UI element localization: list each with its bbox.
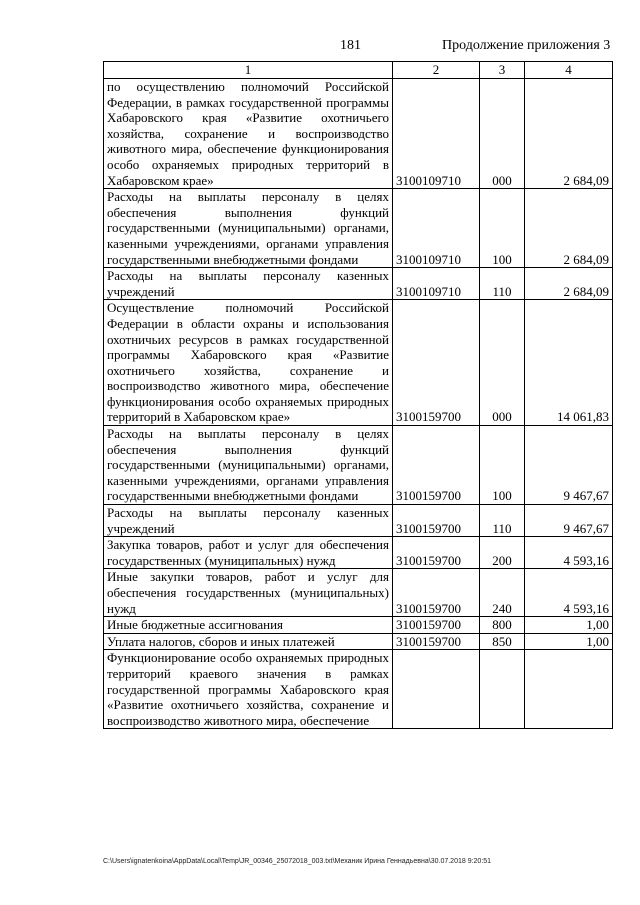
row-expense-type: 110 (480, 505, 525, 537)
row-expense-type: 000 (480, 300, 525, 426)
row-expense-type: 200 (480, 537, 525, 569)
row-target-code: 3100159700 (393, 633, 480, 650)
row-description: Расходы на выплаты персоналу в целях обеспечения выполнения функций государственными (муниципальными) органами, казенными учреждениями, органами управления государственными внебюджетными фондами (104, 426, 393, 505)
row-amount: 14 061,83 (525, 300, 613, 426)
row-target-code: 3100159700 (393, 426, 480, 505)
table-row (104, 537, 613, 569)
row-target-code: 3100159700 (393, 537, 480, 569)
row-amount: 2 684,09 (525, 268, 613, 300)
row-amount: 2 684,09 (525, 79, 613, 189)
table-row (104, 505, 613, 537)
row-description: Закупка товаров, работ и услуг для обеспечения государственных (муниципальных) нужд (104, 537, 393, 569)
row-expense-type: 850 (480, 633, 525, 650)
document-footer-path: C:\Users\ignatenkoina\AppData\Local\Temp\JR_00346_25072018_003.txt\Механик Ирина Геннадьевна\30.07.2018 9:20:51 (103, 858, 492, 865)
row-description: Расходы на выплаты персоналу в целях обеспечения выполнения функций государственными (муниципальными) органами, казенными учреждениями, органами управления государственными внебюджетными фондами (104, 189, 393, 268)
row-expense-type: 100 (480, 189, 525, 268)
row-description: Иные бюджетные ассигнования (104, 617, 393, 634)
table-row (104, 569, 613, 617)
table-row (104, 633, 613, 650)
column-header-2: 2 (393, 62, 480, 79)
column-header-4: 4 (525, 62, 613, 79)
row-target-code: 3100159700 (393, 569, 480, 617)
row-amount (525, 650, 613, 729)
row-target-code: 3100159700 (393, 617, 480, 634)
row-amount: 1,00 (525, 633, 613, 650)
row-description: Иные закупки товаров, работ и услуг для обеспечения государственных (муниципальных) нужд (104, 569, 393, 617)
row-target-code (393, 650, 480, 729)
table-row (104, 650, 613, 729)
table-row (104, 79, 613, 189)
row-description: Осуществление полномочий Российской Федерации в области охраны и использования охотничьих ресурсов в рамках государственной программы Хабаровского края «Развитие охотничьего хозяйства, сохранение и воспроизводство животного мира, обеспечение функционирования особо охраняемых природных территорий в Хабаровском крае» (104, 300, 393, 426)
table-row (104, 426, 613, 505)
budget-table (103, 61, 613, 729)
row-expense-type: 000 (480, 79, 525, 189)
row-expense-type: 800 (480, 617, 525, 634)
row-description: Уплата налогов, сборов и иных платежей (104, 633, 393, 650)
appendix-continuation-label: Продолжение приложения 3 (442, 38, 611, 53)
table-row (104, 617, 613, 634)
row-amount: 1,00 (525, 617, 613, 634)
row-description: Расходы на выплаты персоналу казенных учреждений (104, 268, 393, 300)
row-description: Функционирование особо охраняемых природных территорий краевого значения в рамках государственной программы Хабаровского края «Развитие охотничьего хозяйства, сохранение и воспроизводство животного мира, обеспечение (104, 650, 393, 729)
row-target-code: 3100159700 (393, 300, 480, 426)
row-description: Расходы на выплаты персоналу казенных учреждений (104, 505, 393, 537)
row-amount: 4 593,16 (525, 537, 613, 569)
column-header-3: 3 (480, 62, 525, 79)
column-header-1: 1 (104, 62, 393, 79)
row-amount: 2 684,09 (525, 189, 613, 268)
row-target-code: 3100109710 (393, 79, 480, 189)
row-amount: 9 467,67 (525, 505, 613, 537)
table-row (104, 189, 613, 268)
row-expense-type (480, 650, 525, 729)
table-row (104, 300, 613, 426)
row-expense-type: 240 (480, 569, 525, 617)
row-expense-type: 110 (480, 268, 525, 300)
row-amount: 4 593,16 (525, 569, 613, 617)
row-description: по осуществлению полномочий Российской Федерации, в рамках государственной программы Хабаровского края «Развитие охотничьего хозяйства, сохранение и воспроизводство животного мира, обеспечение функционирования особо охраняемых природных территорий в Хабаровском крае» (104, 79, 393, 189)
row-target-code: 3100109710 (393, 189, 480, 268)
row-target-code: 3100109710 (393, 268, 480, 300)
table-row (104, 268, 613, 300)
row-expense-type: 100 (480, 426, 525, 505)
table-header-row (104, 62, 613, 79)
row-amount: 9 467,67 (525, 426, 613, 505)
row-target-code: 3100159700 (393, 505, 480, 537)
page-number: 181 (340, 38, 361, 53)
